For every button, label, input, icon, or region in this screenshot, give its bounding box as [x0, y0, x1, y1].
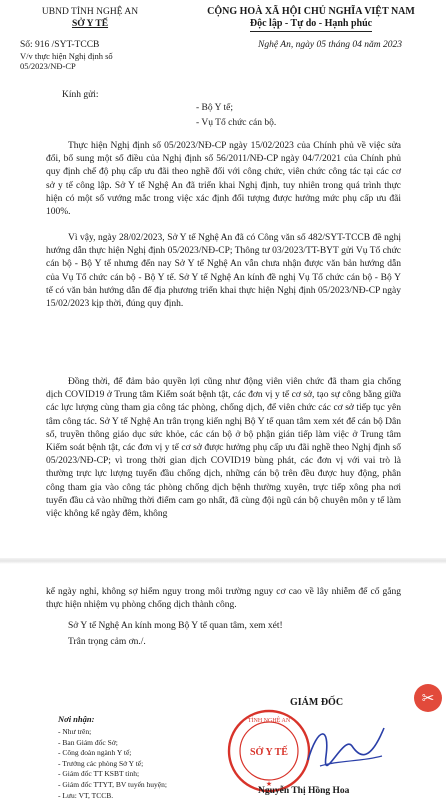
- signer-title: GIÁM ĐỐC: [290, 697, 344, 708]
- org-province: UBND TỈNH NGHỆ AN: [41, 7, 139, 17]
- cc-item: - Lưu: VT, TCCB.: [58, 790, 114, 800]
- signature: [300, 716, 390, 776]
- body-paragraph-1: Thực hiện Nghị định số 05/2023/NĐ-CP ngày 15/02/2023 của Chính phủ về việc sửa đổi, bổ sung một số điều của Nghị định số 56/2011/NĐ-CP ngày 04/7/2021 của Chính phủ quy định chế độ phụ cấp ưu đãi theo nghề đối với công chức, viên chức công tác tại các cơ sở y tế công lập. Sở Y tế Nghệ An đã triển khai Nghị định, tuy nhiên trong quá trình thực hiện có một số vướng mắc trong việc xác định đối tượng được hưởng mức phụ cấp ưu đãi 100%.: [46, 141, 401, 218]
- document-date: Nghệ An, ngày 05 tháng 04 năm 2023: [258, 40, 402, 50]
- body-paragraph-5: Sở Y tế Nghệ An kính mong Bộ Y tế quan tâm, xem xét!: [68, 621, 283, 631]
- recipients-cc-list: [58, 727, 218, 801]
- nation-motto: Độc lập - Tự do - Hạnh phúc: [250, 18, 372, 32]
- signer-name: Nguyễn Thị Hồng Hoa: [258, 786, 350, 796]
- body-paragraph-6: Trân trọng cảm ơn./.: [68, 637, 146, 647]
- nation-title: CỘNG HOÀ XÃ HỘI CHỦ NGHĨA VIỆT NAM: [207, 6, 415, 17]
- svg-text:★: ★: [265, 780, 273, 788]
- body-paragraph-3: Đồng thời, để đảm bảo quyền lợi cũng như động viên viên chức đã tham gia chống dịch COVID19 ở Trung tâm Kiểm soát bệnh tật, các đơn vị y tế cơ sở, tạo sự công bằng giữa các lực lượng cùng tham gia công tác phòng, chống dịch, để viên chức các cơ sở tiếp tục yên tâm công tác. Sở Y tế Nghệ An trân trọng kiến nghị Bộ Y tế quan tâm xem xét để cán bộ Dân số, truyền thông giáo dục sức khỏe, các cán bộ ở bộ phận gián tiếp làm việc ở Trung tâm Kiểm soát bệnh tật, các đơn vị y tế cơ sở được hưởng phụ cấp ưu đãi nghề theo Nghị định số 05/2023/NĐ-CP; vì trong thời gian dịch COVID19 bùng phát, các đơn vị với vai trò là thường trực lực lượng tuyến đầu chống dịch, những cán bộ trên đều được huy động, phân công tham gia vào công tác phòng chống dịch bệnh thường xuyên, trực tiếp xông pha nơi tuyến đầu cả vào những thời điểm cam go nhất, đã cùng đội ngũ cán bộ chuyên môn y tế làm việc không kể ngày đêm, không: [46, 377, 401, 520]
- header-organization: [20, 6, 160, 30]
- page-fold-divider: [0, 558, 446, 564]
- scissor-button[interactable]: [414, 684, 442, 712]
- svg-text:SỞ Y TẾ: SỞ Y TẾ: [250, 747, 288, 758]
- document-number-block: [20, 40, 170, 71]
- recipient-department: - Vụ Tổ chức cán bộ.: [196, 118, 277, 128]
- document-number: Số: 916 /SYT-TCCB: [20, 40, 100, 50]
- cc-item: - Giám đốc TT KSBT tỉnh;: [58, 769, 140, 779]
- recipient-ministry: - Bộ Y tế;: [196, 103, 234, 113]
- document-subject-line-2: 05/2023/NĐ-CP: [20, 61, 76, 71]
- scissor-icon: ✂: [421, 690, 435, 707]
- recipients-label: Kính gửi:: [62, 90, 99, 100]
- cc-item: - Ban Giám đốc Sở;: [58, 737, 118, 747]
- body-paragraph-4: kể ngày nghỉ, không sợ hiểm nguy trong môi trường nguy cơ cao về lây nhiễm để cố gắng thực hiện nhiệm vụ phòng chống dịch thành công.: [46, 587, 401, 611]
- cc-item: - Như trên;: [58, 727, 92, 736]
- org-department: SỞ Y TẾ: [71, 19, 109, 29]
- body-paragraph-2: Vì vậy, ngày 28/02/2023, Sở Y tế Nghệ An đã có Công văn số 482/SYT-TCCB đề nghị hướng dẫn thực hiện Nghị định 05/2023/NĐ-CP; Thông tư 03/2023/TT-BYT gửi Vụ Tổ chức cán bộ - Bộ Y tế nhưng đến nay Sở Y tế Nghệ An vẫn chưa nhận được văn bản hướng dẫn của Vụ Tổ chức cán bộ - Bộ Y tế. Sở Y tế Nghệ An kính đề nghị Vụ Tổ chức cán bộ - Bộ Y tế có văn bản hướng dẫn để địa phương triển khai thực hiện Nghị định 05/2023/NĐ-CP ngày 15/02/2023 kịp thời, đúng quy định.: [46, 233, 401, 310]
- cc-item: - Công đoàn ngành Y tế;: [58, 748, 132, 758]
- document-subject-line-1: V/v thực hiện Nghị định số: [20, 51, 113, 61]
- cc-item: - Giám đốc TTYT, BV tuyến huyện;: [58, 779, 167, 789]
- header-nation: [186, 6, 436, 32]
- cc-item: - Trưởng các phòng Sở Y tế;: [58, 758, 144, 768]
- svg-text:TỈNH NGHỆ AN: TỈNH NGHỆ AN: [247, 718, 291, 724]
- recipients-cc-label: Nơi nhận:: [58, 714, 95, 724]
